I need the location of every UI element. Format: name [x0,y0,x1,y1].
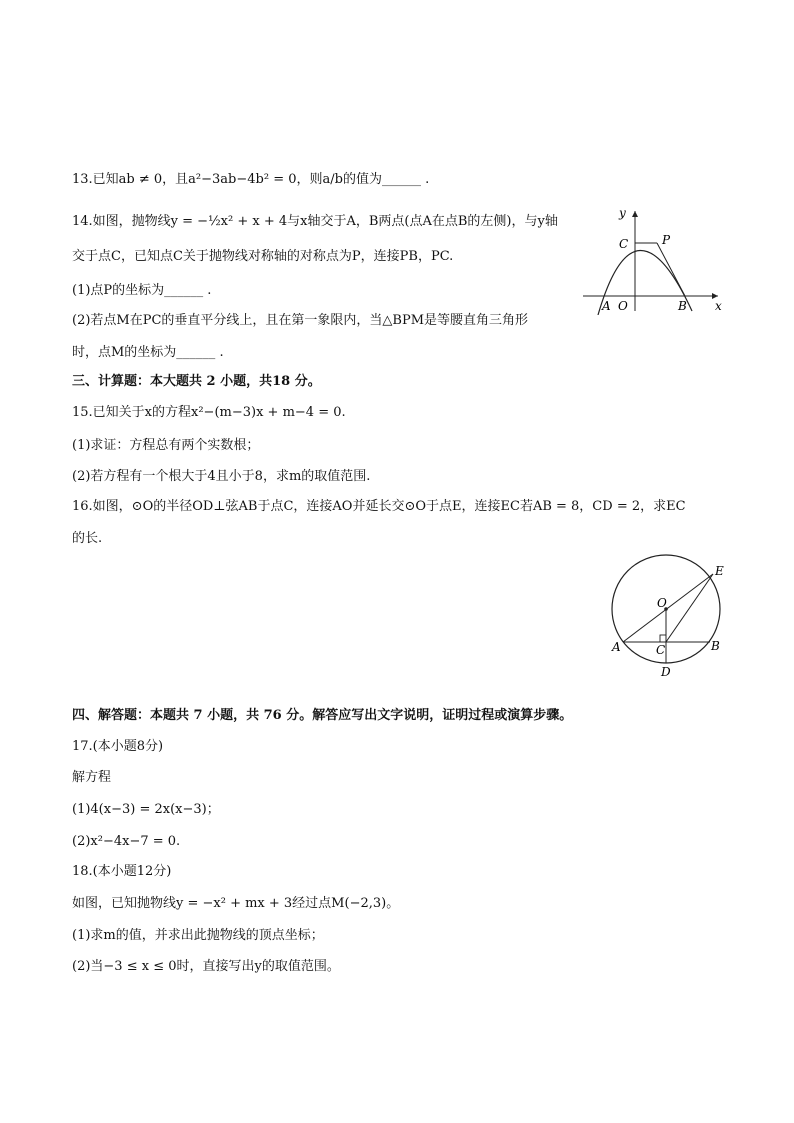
problem-16-line2: 的长. [72,531,103,546]
problem-14-line1: 14.如图，抛物线y = −½x² + x + 4与x轴交于A，B两点(点A在点B的左侧)，与y轴 [72,214,558,229]
problem-15: 15.已知关于x的方程x²−(m−3)x + m−4 = 0. [72,405,346,420]
problem-15-question2: (2)若方程有一个根大于4且小于8，求m的取值范围. [72,469,371,484]
right-angle-mark [660,635,666,642]
label-y: y [619,206,626,220]
label-a: A [602,299,611,313]
label-a: A [612,640,621,654]
section-4-heading: 四、解答题：本题共 7 小题，共 76 分。解答应写出文字说明，证明过程或演算步骤。 [72,708,573,723]
label-e: E [715,564,724,578]
y-axis-arrow [632,211,638,217]
problem-16-line1: 16.如图，⊙O的半径OD⊥弦AB于点C，连接AO并延长交⊙O于点E，连接EC若AB = 8，CD = 2，求EC [72,499,686,514]
section-3-heading: 三、计算题：本大题共 2 小题，共18 分。 [72,374,321,389]
segment-ae [623,574,713,642]
problem-18-line1: 如图，已知抛物线y = −x² + mx + 3经过点M(−2,3)。 [72,896,400,911]
problem-17-heading: 17.(本小题8分) [72,739,164,754]
label-d: D [661,665,671,679]
problem-14-question2-line1: (2)若点M在PC的垂直平分线上，且在第一象限内，当△BPM是等腰直角三角形 [72,313,529,328]
label-o: O [618,299,628,313]
label-o: O [657,596,667,610]
problem-13: 13.已知ab ≠ 0，且a²−3ab−4b² = 0，则a/b的值为______ . [72,172,430,187]
problem-15-question1: (1)求证：方程总有两个实数根； [72,438,260,453]
problem-17-question1: (1)4(x−3) = 2x(x−3)； [72,802,220,817]
parabola-figure [578,203,728,315]
problem-18-question2: (2)当−3 ≤ x ≤ 0时，直接写出y的取值范围。 [72,959,340,974]
label-c: C [656,643,666,657]
problem-18-heading: 18.(本小题12分) [72,864,172,879]
problem-17-question2: (2)x²−4x−7 = 0. [72,834,181,849]
label-p: P [662,233,671,247]
label-c: C [619,237,629,251]
segment-ec [666,574,713,642]
problem-14-question1: (1)点P的坐标为______ . [72,283,212,298]
problem-18-question1: (1)求m的值，并求出此抛物线的顶点坐标； [72,928,324,943]
label-b: B [711,639,720,653]
problem-17-intro: 解方程 [72,770,112,785]
label-b: B [678,299,687,313]
problem-14-question2-line2: 时，点M的坐标为______ . [72,345,224,360]
problem-14-line2: 交于点C，已知点C关于抛物线对称轴的对称点为P，连接PB，PC. [72,249,454,264]
segment-pb [657,243,685,296]
label-x: x [715,299,722,313]
circle-figure [600,548,740,680]
